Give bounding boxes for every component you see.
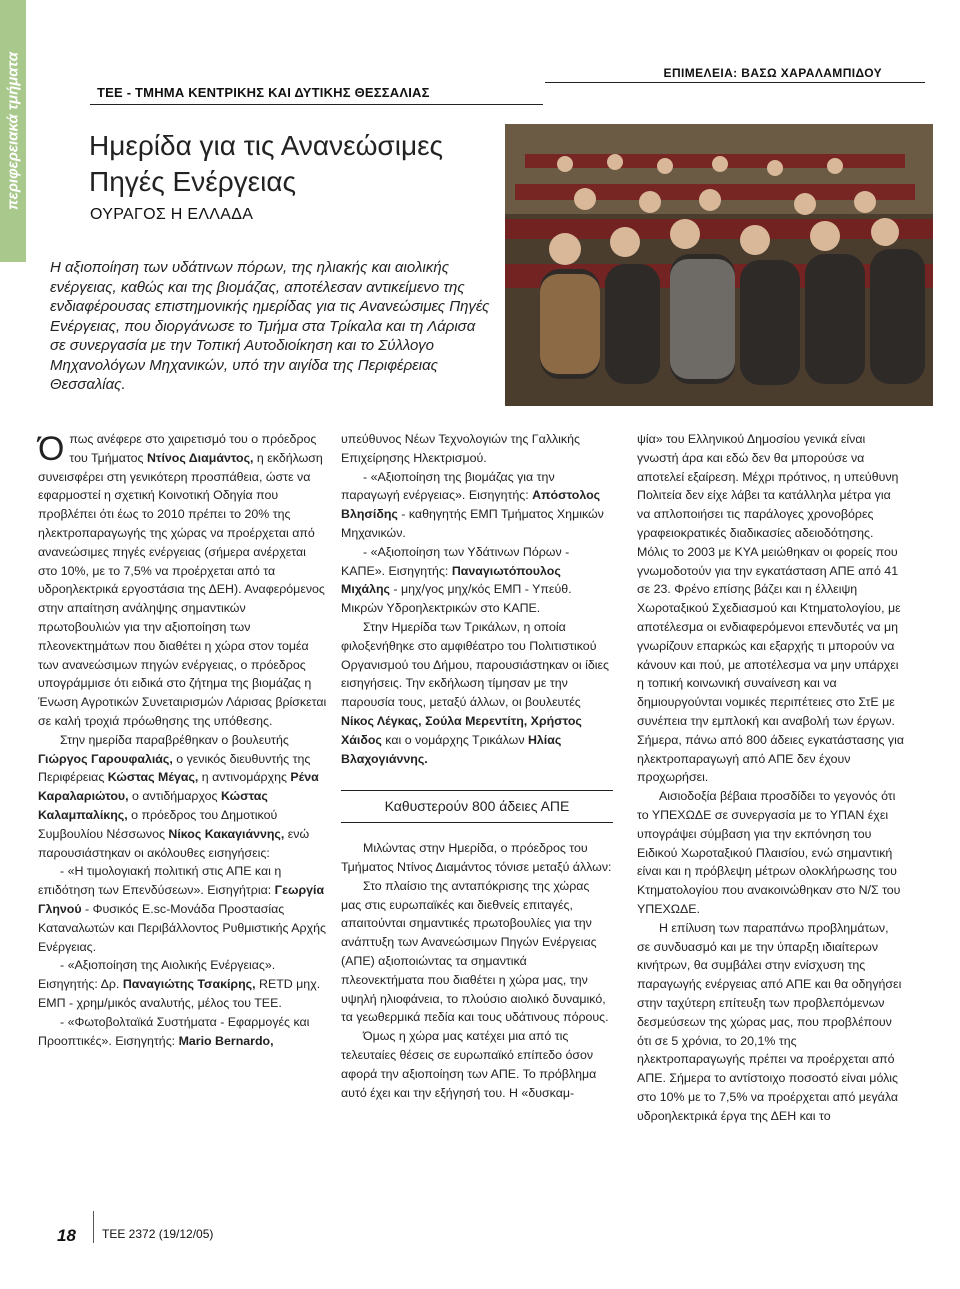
paragraph: Αισιοδοξία βέβαια προσδίδει το γεγονός ότι το ΥΠΕΧΩΔΕ σε συνεργασία με το ΥΠΑΝ έχει υπογράψει σύμβαση για την εκπόνηση του Ειδικού Χωροταξικού Πλαισίου, ενώ σημαντική είναι και η πρόβλεψη μέτρων ολοκλήρωσης του Κτηματολογίου που ανακοινώθηκαν στο Ν/Σ του ΥΠΕΧΩΔΕ. — [637, 789, 901, 916]
header-rule — [90, 104, 543, 105]
paragraph: Στο πλαίσιο της ανταπόκρισης της χώρας μας στις ευρωπαϊκές και διεθνείς επιταγές, απαιτούνται σημαντικές πρωτοβουλίες για την ανάπτυξη των Ανανεώσιμων Πηγών Ενέργειας (ΑΠΕ) αξιοποιώντας τα σημαντικά πλεονεκτήματα που διαθέτει η χώρα μας, την υψηλή ηλιοφάνεια, το πλούσιο αιολικό δυναμικό, τα γεωθερμικά πεδία και τους υδάτινους πόρους. — [341, 878, 609, 1025]
text: ο πρόεδρος του Δημοτικού Συμβουλίου Νέσσωνος — [38, 807, 278, 841]
text: Στην ημερίδα παραβρέθηκαν ο βουλευτής — [60, 732, 289, 747]
person-name: Ντίνος Διαμάντος, — [146, 450, 254, 465]
text: - μηχ/γος μηχ/κός ΕΜΠ - Υπεύθ. Μικρών Υδροηλεκτρικών στο ΚΑΠΕ. — [341, 582, 572, 616]
article-subtitle: ΟΥΡΑΓΟΣ Η ΕΛΛΑΔΑ — [90, 206, 254, 223]
text: η αντινομάρχης — [198, 770, 291, 785]
person-name: Γιώργος Γαρουφαλιάς, — [38, 751, 173, 766]
paragraph: Η επίλυση των παραπάνω προβλημάτων, σε συνδυασμό και με την ύπαρξη ιδιαίτερων κινήτρων, θα συμβάλει στην ενίσχυση της παραγωγής ενέργειας από ΑΠΕ και θα οδηγήσει στην ταχύτερη επίτευξη των προβλεπόμενων δεσμεύσεων της χώρας μας, που προβλέπουν ότι σε 5 χρόνια, το 20,1% της ηλεκτροπαραγωγής πρέπει να προέρχεται από ΑΠΕ. Σήμερα το αντίστοιχο ποσοστό είναι μόλις στο 10% με το 7,5% να προέρχεται από μεγάλα υδροηλεκτρικά έργα της ΔΕΗ και το — [637, 920, 902, 1123]
conference-audience-photo — [505, 124, 933, 406]
paragraph: υπεύθυνος Νέων Τεχνολογιών της Γαλλικής Επιχείρησης Ηλεκτρισμού. — [341, 432, 580, 465]
text: - «Αξιοποίηση των Υδάτινων Πόρων - ΚΑΠΕ». Εισηγητής: — [341, 544, 570, 578]
person-name: Mario Bernardo, — [178, 1033, 274, 1048]
paragraph: ψία» του Ελληνικού Δημοσίου γενικά είναι γνωστή άρα και εδώ δεν θα μπορούσε να αποτελεί εξαίρεση. Μέχρι πρότινος, η υπεύθυνη Πολιτεία δεν είχε λάβει τα κατάλληλα μέτρα για να απλοποιήσει τις παράλογες χρονοβόρες γραφειοκρατικές διαδικασίες αδειοδότησης. Μόλις το 2003 με ΚΥΑ μειώθηκαν οι φορείς που γνωμοδοτούν για την εγκατάσταση ΑΠΕ από 41 σε 23. Φρένο επίσης βάζει και η έλλειψη Χωροταξικού Σχεδιασμού και Κτηματολογίου, με αποτέλεσμα οι ενδιαφερόμενοι επενδυτές να μη γνωρίζουν επαρκώς και εξαρχής τι μπορούν να κάνουν και πού, με αποτέλεσμα να μην υπάρχει η τοπική κοινωνική συναίνεση και να δημιουργούνται νομικές περιπέτειες στο ΣτΕ με συνέπεια την εμπλοκή και αναβολή των έργων. Σήμερα, πάνω από 800 άδειες εγκατάστασης για ηλεκτροπαραγωγή από ΑΠΕ δεν έχουν προχωρήσει. — [637, 432, 904, 785]
editor-rule — [545, 82, 925, 83]
person-name: Γεωργία Γληνού — [38, 883, 325, 916]
text: - «Αξιοποίηση της βιομάζας για την παραγωγή ενέργειας». Εισηγητής: — [341, 469, 555, 503]
text: πως ανέφερε στο χαιρετισμό του ο πρόεδρος του Τμήματος — [69, 432, 317, 465]
person-name: Απόστολος Βλησίδης — [341, 488, 601, 522]
issue-info: ΤΕΕ 2372 (19/12/05) — [102, 1227, 214, 1241]
text: - «Η τιμολογιακή πολιτική στις ΑΠΕ και η επιδότηση των Επενδύσεων». Εισηγήτρια: — [38, 864, 282, 898]
paragraph — [38, 956, 328, 1012]
editor-credit: ΕΠΙΜΕΛΕΙΑ: ΒΑΣΩ ΧΑΡΑΛΑΜΠΙΔΟΥ — [663, 66, 882, 80]
paragraph — [38, 731, 328, 863]
text: RETD μηχ. ΕΜΠ - χρημ/μικός αναλυτής, μέλος του ΤΕΕ. — [38, 977, 321, 1010]
text: ο αντιδήμαρχος — [128, 789, 221, 804]
person-name: Κώστας Μέγας, — [107, 770, 199, 785]
paragraph — [38, 862, 328, 956]
article-title: Ημερίδα για τις Ανανεώσιμες Πηγές Ενέργειας — [89, 130, 444, 197]
article-subheading: Καθυστερούν 800 άδειες ΑΠΕ — [341, 790, 613, 823]
text: η εκδήλωση συνεισφέρει στη γενικότερη προσπάθεια, ώστε να εφαρμοστεί η σχετική Κοινοτική Οδηγία που προβλέπει ότι έως το 2010 πρέπει το 20% της ηλεκτροπαραγωγής της χώρας να προέρχεται από ανανεώσιμες πηγές ενέργειας (σήμερα ανέρχεται στο 10%, με το 7,5% να προέρχεται από τα υδροηλεκτρικά εργοστάσια της ΔΕΗ). Αναφερόμενος στην απαίτηση ανάληψης σημαντικών πρωτοβουλιών για την αξιοποίηση των πλεονεκτημάτων που διαθέτει η χώρα στον τομέα των ανανεώσιμων πηγών ενέργειας, ο πρόεδρος υπογράμμισε ότι ειδικά στο ζήτημα της βιομάζας η Ένωση Αγροτικών Συνεταιρισμών Λάρισας βρίσκεται σε καλή τροχιά πρόωθησης της υπόθεσης. — [38, 450, 327, 728]
person-name: Κώστας Καλαμπαλίκης, — [38, 789, 268, 822]
paragraph — [38, 430, 328, 731]
section-side-tab — [0, 0, 26, 262]
side-tab-label: περιφερειακά τμήματα — [4, 51, 22, 211]
person-name: Ρένα Καραλαριώτου, — [38, 770, 319, 804]
text: - καθηγητής ΕΜΠ Τμήματος Χημικών Μηχανικών. — [341, 507, 604, 540]
text: ενώ παρουσιάστηκαν οι ακόλουθες εισηγήσεις: — [38, 826, 310, 860]
paragraph — [341, 468, 613, 543]
section-header: ΤΕΕ - ΤΜΗΜΑ ΚΕΝΤΡΙΚΗΣ ΚΑΙ ΔΥΤΙΚΗΣ ΘΕΣΣΑΛΙΑΣ — [97, 85, 430, 100]
person-name: Παναγιωτόπουλος Μιχάλης — [341, 563, 561, 597]
text: - «Φωτοβολταϊκά Συστήματα - Εφαρμογές και Προοπτικές». Εισηγητής: — [38, 1014, 310, 1048]
paragraph — [341, 543, 613, 618]
person-name: Νίκος Λέγκας, Σούλα Μερεντίτη, Χρήστος Χάιδος — [341, 713, 582, 747]
article-column-1 — [38, 430, 328, 1050]
text: ο γενικός διευθυντής της Περιφέρειας — [38, 751, 311, 785]
paragraph: Μιλώντας στην Ημερίδα, ο πρόεδρος του Τμήματος Ντίνος Διαμάντος τόνισε μεταξύ άλλων: — [341, 841, 612, 874]
photo-illustration — [505, 124, 933, 406]
article-column-3 — [637, 430, 905, 1125]
page-number: 18 — [57, 1226, 76, 1245]
article-lead: Η αξιοποίηση των υδάτινων πόρων, της ηλιακής και αιολικής ενέργειας, καθώς και της βιομάζας, αποτέλεσαν αντικείμενο της ενδιαφέρουσας επιστημονικής ημερίδας για τις Ανανεώσιμες Πηγές Ενέργειας, που διοργάνωσε το Τμήμα στα Τρίκαλα και τη Λάρισα σε συνεργασία με την Τοπική Αυτοδιοίκηση και το Σύλλογο Μηχανολόγων Μηχανικών, υπό την αιγίδα της Περιφέρειας Θεσσαλίας. — [50, 259, 490, 393]
text: Στην Ημερίδα των Τρικάλων, η οποία φιλοξενήθηκε στο αμφιθέατρο του Πολιτιστικού Οργανισμού του Δήμου, παρουσιάστηκαν οι ίδιες εισηγήσεις. Την εκδήλωση τίμησαν με την παρουσία τους, μεταξύ άλλων, οι βουλευτές — [341, 619, 609, 710]
text: - «Αξιοποίηση της Αιολικής Ενέργειας». Εισηγητής: Δρ. — [38, 958, 276, 992]
paragraph: Όμως η χώρα μας κατέχει μια από τις τελευταίες θέσεις σε ευρωπαϊκό επίπεδο όσον αφορά την αξιοποίηση των ΑΠΕ. Το πρόβλημα αυτό έχει και την εξήγησή του. Η «δυσκαμ- — [341, 1029, 597, 1100]
footer-divider — [93, 1211, 94, 1243]
person-name: Ηλίας Βλαχογιάννης. — [341, 732, 562, 766]
text: και ο νομάρχης Τρικάλων — [381, 732, 528, 747]
paragraph — [38, 1013, 328, 1051]
drop-cap: Ό — [38, 430, 65, 468]
person-name: Νίκος Κακαγιάννης, — [168, 826, 285, 841]
person-name: Παναγιώτης Τσακίρης, — [122, 977, 256, 992]
article-column-2 — [341, 430, 613, 1102]
text: - Φυσικός E.sc-Μονάδα Προστασίας Καταναλωτών και Περιβάλλοντος Ρυθμιστικής Αρχής Ενέργειας. — [38, 901, 326, 954]
paragraph — [341, 618, 613, 768]
